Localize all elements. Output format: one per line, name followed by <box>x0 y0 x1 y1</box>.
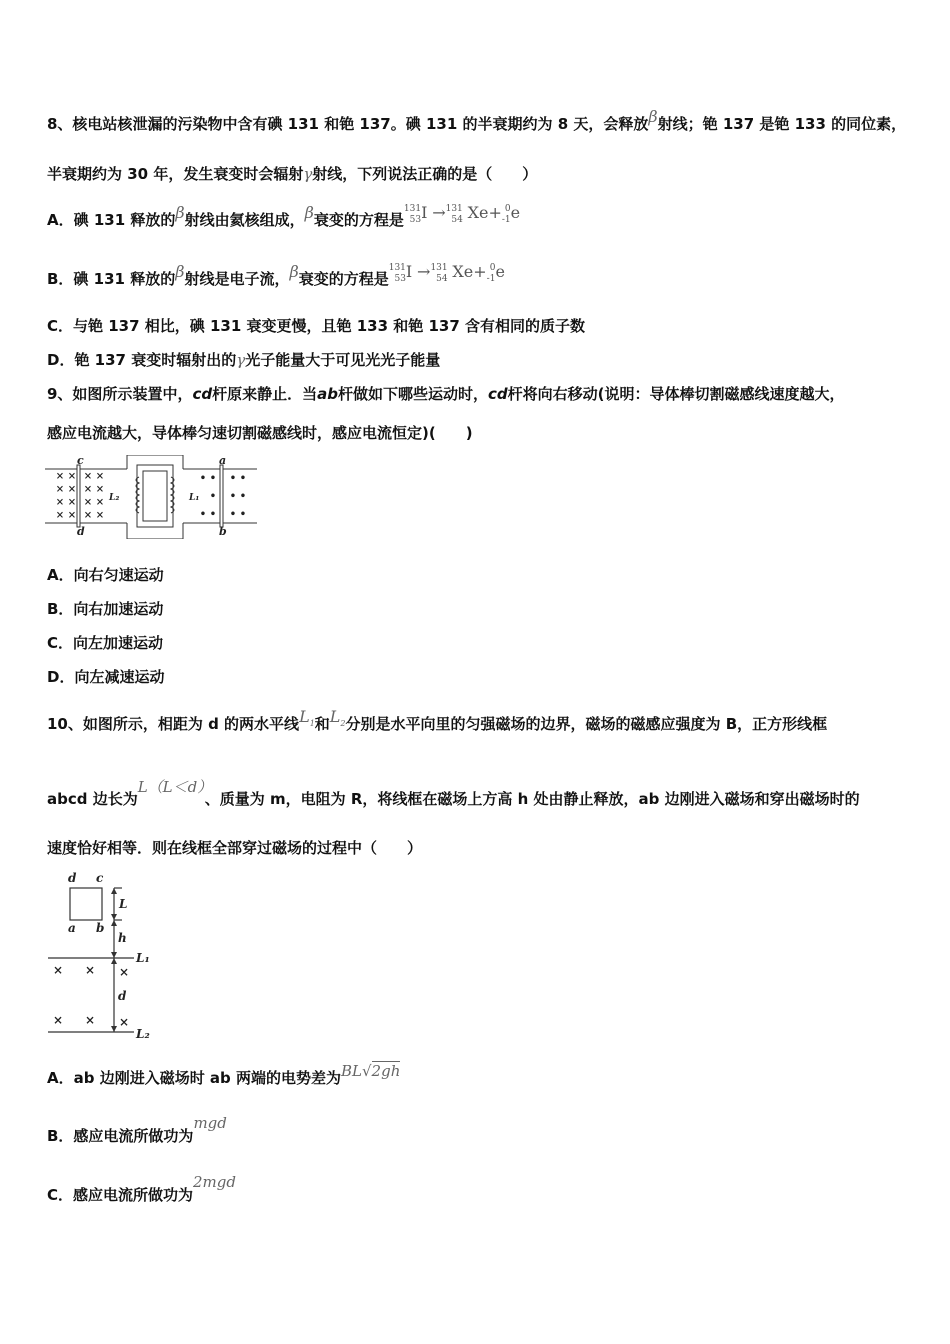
dot-mark: • <box>199 509 207 520</box>
cross-mark: × <box>67 484 77 495</box>
dot-mark: • <box>209 491 217 502</box>
q8-option-b: B．碘 131 释放的β射线是电子流，β衰变的方程是 131 53 I → 131 54 Xe+ 0 -1 e <box>47 269 505 291</box>
beta-symbol: β <box>175 203 185 222</box>
label-L: L <box>119 897 128 911</box>
beta-symbol: β <box>175 262 185 281</box>
q9-option-d: D．向左减速运动 <box>47 668 165 686</box>
gamma-symbol: γ <box>236 351 246 369</box>
cross-mark: × <box>67 497 77 508</box>
cross-mark: × <box>95 484 105 495</box>
label-a: a <box>219 455 227 467</box>
label-a: a <box>68 921 76 935</box>
dot-mark: • <box>209 509 217 520</box>
cross-mark: × <box>67 471 77 482</box>
cross-mark: × <box>95 510 105 521</box>
dot-mark: • <box>239 491 247 502</box>
q8-option-c: C．与铯 137 相比，碘 131 衰变更慢，且铯 133 和铯 137 含有相同的质子数 <box>47 317 586 335</box>
cross-mark: × <box>67 510 77 521</box>
q9-option-b: B．向右加速运动 <box>47 600 164 618</box>
cross-mark: × <box>95 471 105 482</box>
dot-mark: • <box>229 509 237 520</box>
label-c: c <box>96 871 104 885</box>
cross-mark: × <box>52 963 64 977</box>
decay-equation: 131 53 I → 131 54 Xe+ 0 -1 e <box>388 262 505 284</box>
label-d: d <box>68 871 77 885</box>
q10-option-a: A．ab 边刚进入磁场时 ab 两端的电势差为BL√2gh <box>47 1062 401 1087</box>
beta-symbol: β <box>648 107 658 126</box>
q8-stem-line1: 8、核电站核泄漏的污染物中含有碘 131 和铯 137。碘 131 的半衰期约为 8 天，会释放β射线；铯 137 是铯 133 的同位素， <box>47 107 907 133</box>
cross-mark: × <box>55 471 65 482</box>
label-d: d <box>77 525 85 538</box>
beta-symbol: β <box>304 203 314 222</box>
work-2mgd: 2mgd <box>193 1173 236 1191</box>
label-c: c <box>77 455 84 467</box>
dot-mark: • <box>229 491 237 502</box>
cross-mark: × <box>83 471 93 482</box>
decay-equation: 131 53 I → 131 54 Xe+ 0 -1 e <box>403 203 521 225</box>
q9-figure <box>43 455 259 539</box>
l1-symbol: $L_1$ <box>299 707 315 729</box>
q9-stem-line2: 感应电流越大，导体棒匀速切割磁感线时，感应电流恒定)( ) <box>47 424 473 442</box>
gamma-symbol: γ <box>303 165 313 183</box>
side-length-expr: L（L＜d） <box>137 778 205 796</box>
cross-mark: × <box>83 510 93 521</box>
q8-stem-line2: 半衰期约为 30 年，发生衰变时会辐射γ射线，下列说法正确的是（ ） <box>47 165 538 183</box>
cross-mark: × <box>83 484 93 495</box>
q10-stem-line3: 速度恰好相等．则在线框全部穿过磁场的过程中（ ） <box>47 839 423 857</box>
label-d-gap: d <box>118 989 127 1003</box>
q10-stem-line1: 10、如图所示，相距为 d 的两水平线$L_1$和$L_2$分别是水平向里的匀强磁场的边界，磁场的磁感应强度为 B，正方形线框 <box>47 707 828 733</box>
beta-symbol: β <box>289 262 299 281</box>
q9-option-a: A．向右匀速运动 <box>47 566 164 584</box>
emf-expression: BL√2gh <box>341 1062 401 1080</box>
cross-mark: × <box>55 497 65 508</box>
cross-mark: × <box>95 497 105 508</box>
q8-option-a: A．碘 131 释放的β射线由氦核组成，β衰变的方程是 131 53 I → 131 54 Xe+ 0 -1 e <box>47 210 520 232</box>
cross-mark: × <box>55 510 65 521</box>
label-L2: L₂ <box>136 1027 150 1041</box>
label-h: h <box>118 931 127 945</box>
l2-symbol: $L_2$ <box>329 707 346 729</box>
cross-mark: × <box>52 1013 64 1027</box>
label-L1: L₁ <box>136 951 150 965</box>
q9-stem-line1: 9、如图所示装置中，cd杆原来静止．当ab杆做如下哪些运动时，cd杆将向右移动(说明：导体棒切割磁感线速度越大， <box>47 385 845 403</box>
q10-option-b: B．感应电流所做功为mgd <box>47 1114 227 1145</box>
cross-mark: × <box>84 1013 96 1027</box>
dot-mark: • <box>239 473 247 484</box>
dot-mark: • <box>199 473 207 484</box>
label-b: b <box>96 921 105 935</box>
cross-mark: × <box>84 963 96 977</box>
q10-option-c: C．感应电流所做功为2mgd <box>47 1173 236 1204</box>
q10-stem-line2: abcd 边长为L（L＜d）、质量为 m，电阻为 R，将线框在磁场上方高 h 处由静止释放，ab 边刚进入磁场和穿出磁场时的 <box>47 778 860 808</box>
cross-mark: × <box>83 497 93 508</box>
dot-mark: • <box>239 509 247 520</box>
label-l2: L₂ <box>109 493 120 503</box>
dot-mark: • <box>209 473 217 484</box>
work-mgd: mgd <box>193 1114 227 1132</box>
label-b: b <box>219 525 227 538</box>
cross-mark: × <box>118 1015 130 1029</box>
dot-mark: • <box>229 473 237 484</box>
cross-mark: × <box>55 484 65 495</box>
q10-figure <box>44 868 164 1044</box>
q8-option-d: D．铯 137 衰变时辐射出的γ光子能量大于可见光光子能量 <box>47 351 441 369</box>
cross-mark: × <box>118 965 130 979</box>
label-l1: L₁ <box>189 493 200 503</box>
q9-option-c: C．向左加速运动 <box>47 634 164 652</box>
